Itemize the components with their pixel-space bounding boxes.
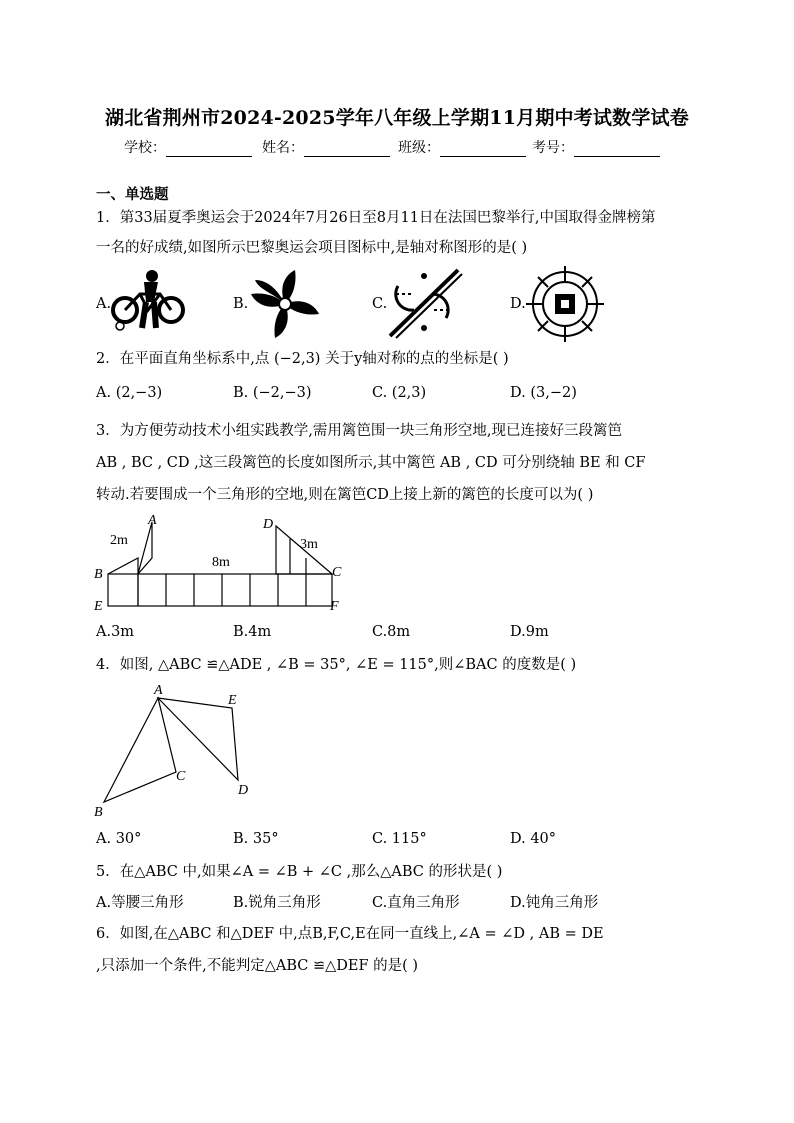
school-field: [124, 137, 254, 157]
q5-option-c: C.直角三角形: [372, 895, 460, 911]
q1-option-b-label: B.: [233, 296, 249, 312]
length-bc: 8m: [212, 555, 230, 570]
section-heading: 一、单选题: [96, 186, 169, 203]
page-title: 湖北省荆州市2024-2025学年八年级上学期11月期中考试数学试卷: [105, 107, 689, 129]
q1-option-a-label: A.: [96, 296, 112, 312]
label-a: A: [154, 683, 163, 698]
q3-line2: AB , BC , CD ,这三段篱笆的长度如图所示,其中篱笆 AB , CD 可分别绕轴 BE 和 CF: [96, 455, 646, 471]
class-label: 班级：: [398, 140, 440, 156]
q6-line2: ,只添加一个条件,不能判定△ABC ≌△DEF 的是( ): [96, 958, 419, 974]
q3-option-b: B.4m: [233, 624, 272, 640]
q1-option-c-label: C.: [372, 296, 388, 312]
q2-option-b: B. (−2,−3): [233, 385, 312, 401]
q4-option-a: A. 30°: [96, 831, 142, 847]
name-field: [262, 137, 392, 157]
length-ab: 2m: [110, 533, 128, 548]
cycling-icon: [110, 268, 188, 334]
q3-option-a: A.3m: [96, 624, 135, 640]
target-icon: [526, 266, 604, 342]
q5-option-d: D.钝角三角形: [510, 895, 599, 911]
q4-option-c: C. 115°: [372, 831, 427, 847]
q3-line3: 转动.若要围成一个三角形的空地,则在篱笆CD上接上新的篱笆的长度可以为( ): [96, 487, 594, 503]
class-field: [398, 137, 528, 157]
name-blank: [304, 142, 390, 157]
triangle-figure: [92, 680, 262, 820]
school-label: 学校：: [124, 140, 166, 156]
fence-figure: [92, 508, 352, 618]
q4-line1: 4．如图, △ABC ≌△ADE , ∠B = 35°, ∠E = 115°,则∠BAC 的度数是( ): [96, 657, 577, 673]
label-d: D: [263, 517, 274, 532]
q5-option-b: B.锐角三角形: [233, 895, 321, 911]
label-c: C: [176, 769, 186, 784]
q6-line1: 6．如图,在△ABC 和△DEF 中,点B,F,C,E在同一直线上,∠A = ∠D , AB = DE: [96, 926, 604, 942]
q4-option-d: D. 40°: [510, 831, 557, 847]
number-field: [532, 137, 662, 157]
label-b: B: [94, 567, 103, 582]
q4-option-b: B. 35°: [233, 831, 279, 847]
school-blank: [166, 142, 252, 157]
q1-line1: 1．第33届夏季奥运会于2024年7月26日至8月11日在法国巴黎举行,中国取得金牌榜第: [96, 210, 656, 226]
length-cd: 3m: [300, 537, 318, 552]
number-blank: [574, 142, 660, 157]
pinwheel-icon: [245, 268, 325, 340]
q2-option-a: A. (2,−3): [96, 385, 163, 401]
q1-line2: 一名的好成绩,如图所示巴黎奥运会项目图标中,是轴对称图形的是( ): [96, 240, 528, 256]
q5-option-a: A.等腰三角形: [96, 895, 184, 911]
q2-line1: 2．在平面直角坐标系中,点 (−2,3) 关于y轴对称的点的坐标是( ): [96, 351, 509, 367]
label-c: C: [332, 565, 342, 580]
q2-option-c: C. (2,3): [372, 385, 427, 401]
label-e: E: [94, 599, 103, 614]
q3-option-d: D.9m: [510, 624, 549, 640]
q2-option-d: D. (3,−2): [510, 385, 577, 401]
q1-option-d-label: D.: [510, 296, 526, 312]
surf-icon: [384, 266, 464, 338]
q5-line1: 5．在△ABC 中,如果∠A = ∠B + ∠C ,那么△ABC 的形状是( ): [96, 864, 503, 880]
label-f: F: [330, 599, 339, 614]
class-blank: [440, 142, 526, 157]
name-label: 姓名：: [262, 140, 304, 156]
label-a: A: [148, 513, 157, 528]
label-d: D: [238, 783, 249, 798]
number-label: 考号：: [532, 140, 574, 156]
q3-line1: 3．为方便劳动技术小组实践教学,需用篱笆围一块三角形空地,现已连接好三段篱笆: [96, 423, 622, 439]
label-b: B: [94, 805, 103, 820]
label-e: E: [228, 693, 237, 708]
q3-option-c: C.8m: [372, 624, 411, 640]
